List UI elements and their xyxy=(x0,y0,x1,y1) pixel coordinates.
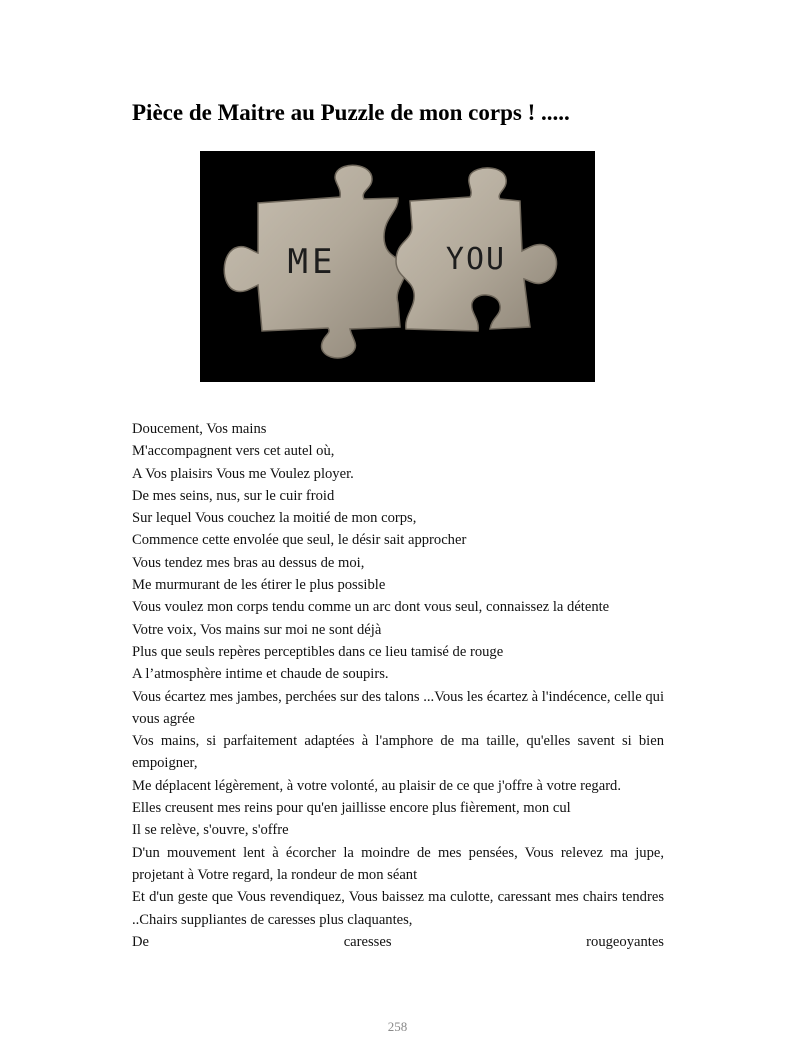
poem-line: Vous tendez mes bras au dessus de moi, xyxy=(132,554,365,571)
poem-line: Vous écartez mes jambes, perchées sur des talons ...Vous les écartez à l'indécence, celle qui vous agrée xyxy=(132,688,664,727)
poem-body xyxy=(132,418,664,953)
poem-line: Plus que seuls repères perceptibles dans ce lieu tamisé de rouge xyxy=(132,643,504,660)
poem-line: M'accompagnent vers cet autel où, xyxy=(132,443,335,460)
poem-line: De caresses rougeoyantes xyxy=(132,933,664,950)
poem-line: Commence cette envolée que seul, le désir sait approcher xyxy=(132,532,467,549)
poem-line: Vous voulez mon corps tendu comme un arc dont vous seul, connaissez la détente xyxy=(132,599,610,616)
right-piece-label: YOU xyxy=(445,242,507,277)
poem-line: Et d'un geste que Vous revendiquez, Vous baissez ma culotte, caressant mes chairs tendres ..Chairs suppliantes de caresses plus claquantes, xyxy=(132,889,664,928)
poem-line: Sur lequel Vous couchez la moitié de mon corps, xyxy=(132,510,417,527)
poem-line: A l’atmosphère intime et chaude de soupirs. xyxy=(132,666,389,683)
poem-line: Me murmurant de les étirer le plus possible xyxy=(132,577,386,594)
poem-line: Il se relève, s'ouvre, s'offre xyxy=(132,822,289,839)
poem-line: Doucement, Vos mains xyxy=(132,421,267,437)
page-title: Pièce de Maitre au Puzzle de mon corps ! ..... xyxy=(132,100,570,125)
poem-line: D'un mouvement lent à écorcher la moindre de mes pensées, Vous relevez ma jupe, projetant à Votre regard, la rondeur de mon séant xyxy=(132,844,664,883)
poem-line: Votre voix, Vos mains sur moi ne sont déjà xyxy=(132,621,382,638)
page-number: 258 xyxy=(387,1019,408,1034)
poem-line: A Vos plaisirs Vous me Voulez ployer. xyxy=(132,465,354,482)
poem-line: Vos mains, si parfaitement adaptées à l'amphore de ma taille, qu'elles savent si bien empoigner, xyxy=(132,733,664,772)
puzzle-pieces-image xyxy=(200,151,595,382)
left-piece-label: ME xyxy=(287,242,337,282)
poem-line: Me déplacent légèrement, à votre volonté, au plaisir de ce que j'offre à votre regard. xyxy=(132,777,622,794)
poem-line: De mes seins, nus, sur le cuir froid xyxy=(132,487,335,504)
poem-line: Elles creusent mes reins pour qu'en jaillisse encore plus fièrement, mon cul xyxy=(132,800,571,817)
